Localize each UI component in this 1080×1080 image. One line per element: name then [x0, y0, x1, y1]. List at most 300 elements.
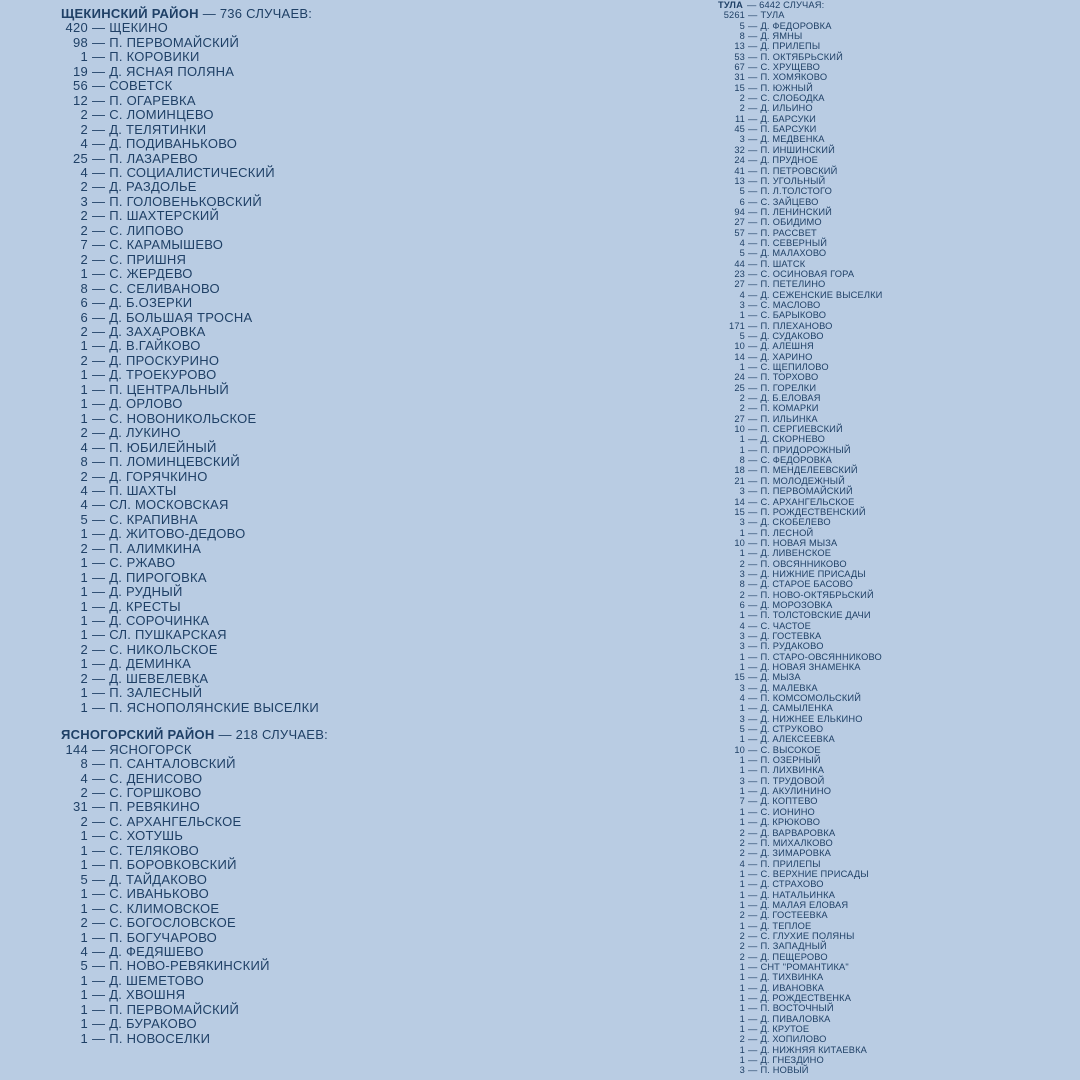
dash-separator: —	[92, 1016, 106, 1032]
dash-separator: —	[748, 930, 758, 941]
dash-separator: —	[748, 351, 758, 362]
settlement-name: П. ИНШИНСКИЙ	[760, 144, 835, 155]
dash-separator: —	[748, 258, 758, 269]
dash-separator: —	[748, 103, 758, 114]
dash-separator: —	[92, 987, 106, 1003]
dash-separator: —	[748, 558, 758, 569]
settlement-count: 3	[739, 568, 745, 579]
settlement-name: Д. РУДНЫЙ	[109, 584, 183, 600]
dash-separator: —	[748, 217, 758, 228]
dash-separator: —	[748, 879, 758, 890]
column-tula	[718, 0, 882, 1076]
settlement-row	[718, 455, 882, 465]
dash-separator: —	[748, 651, 758, 662]
settlement-row	[718, 476, 882, 486]
settlement-name: Д. СКОРНЕВО	[760, 434, 826, 445]
settlement-count: 2	[80, 179, 88, 195]
settlement-count: 2	[80, 323, 88, 339]
dash-separator: —	[748, 672, 758, 683]
settlement-name: Д. КРЕСТЫ	[109, 598, 181, 614]
settlement-row	[718, 134, 882, 144]
settlement-row	[61, 1032, 328, 1046]
settlement-count: 1	[739, 972, 745, 983]
dash-separator: —	[92, 208, 106, 224]
settlement-row	[718, 259, 882, 269]
dash-separator: —	[748, 982, 758, 993]
dash-separator: —	[748, 382, 758, 393]
settlement-name: П. СЕРГИЕВСКИЙ	[760, 424, 843, 435]
dash-separator: —	[92, 929, 106, 945]
settlement-count: 27	[734, 413, 745, 424]
settlement-row	[718, 124, 882, 134]
settlement-count: 1	[80, 396, 88, 412]
settlement-name: Д. СОРОЧИНКА	[109, 613, 210, 629]
settlement-name: Д. Б.ЕЛОВАЯ	[760, 393, 821, 404]
settlement-count: 1	[80, 1030, 88, 1046]
settlement-count: 8	[739, 455, 745, 466]
settlement-name: П. ПЕТЕЛИНО	[760, 279, 826, 290]
dash-separator: —	[748, 320, 758, 331]
settlement-count: 1	[739, 527, 745, 538]
dash-separator: —	[748, 868, 758, 879]
settlement-count: 2	[80, 785, 88, 801]
settlement-row	[718, 279, 882, 289]
settlement-name: Д. ГОСТЕЕВКА	[760, 910, 828, 921]
settlement-name: Д. ШЕМЕТОВО	[109, 972, 204, 988]
settlement-name: П. ИЛЬИНКА	[760, 413, 818, 424]
settlement-name: П. ОКТЯБРЬСКИЙ	[760, 51, 843, 62]
settlement-row	[718, 166, 882, 176]
dash-separator: —	[748, 72, 758, 83]
settlement-name: С. ИОНИНО	[760, 806, 815, 817]
dash-separator: —	[92, 584, 106, 600]
settlement-row	[718, 434, 882, 444]
settlement-row	[718, 383, 882, 393]
settlement-count: 4	[739, 237, 745, 248]
dash-separator: —	[92, 915, 106, 931]
settlement-row	[718, 83, 882, 93]
settlement-count: 1	[80, 49, 88, 65]
settlement-row	[61, 701, 328, 715]
settlement-count: 5	[739, 724, 745, 735]
settlement-count: 1	[739, 662, 745, 672]
dash-separator: —	[92, 670, 106, 686]
settlement-count: 1	[739, 1013, 745, 1024]
settlement-name: Д. ФЕДОРОВКА	[760, 20, 832, 31]
settlement-count: 2	[739, 558, 745, 569]
dash-separator: —	[748, 475, 758, 486]
settlement-count: 8	[739, 31, 745, 42]
dash-separator: —	[92, 497, 106, 513]
dash-separator: —	[748, 951, 758, 962]
settlement-count: 4	[80, 770, 88, 786]
dash-separator: —	[748, 817, 758, 828]
settlement-name: Д. ГНЕЗДИНО	[760, 1055, 824, 1066]
settlement-name: Д. НИЖНИЕ ПРИСАДЫ	[760, 568, 866, 579]
settlement-count: 2	[80, 468, 88, 484]
settlement-name: Д. САМЫЛЕНКА	[760, 703, 834, 714]
dash-separator: —	[92, 482, 106, 498]
settlement-name: П. ТРУДОВОЙ	[760, 775, 825, 786]
dash-separator: —	[92, 20, 106, 36]
settlement-row	[718, 310, 882, 320]
settlement-name: С. ЗАЙЦЕВО	[760, 196, 819, 207]
settlement-name: П. ВОСТОЧНЫЙ	[760, 1003, 834, 1014]
dash-separator: —	[748, 599, 758, 610]
dash-separator: —	[748, 641, 758, 652]
settlement-name: П. ПЛЕХАНОВО	[760, 320, 833, 331]
dash-separator: —	[92, 49, 106, 65]
settlement-name: Д. ЛУКИНО	[109, 425, 181, 441]
settlement-row	[718, 238, 882, 248]
settlement-count: 5	[80, 958, 88, 974]
dash-separator: —	[748, 1003, 758, 1014]
dash-separator: —	[748, 413, 758, 424]
settlement-count: 1	[80, 857, 88, 873]
settlement-row	[718, 931, 882, 941]
dash-separator: —	[748, 620, 758, 631]
settlement-name: Д. НИЖНЯЯ КИТАЕВКА	[760, 1044, 868, 1055]
dash-separator: —	[748, 744, 758, 755]
settlement-row	[61, 180, 328, 194]
settlement-count: 1	[80, 929, 88, 945]
dash-separator: —	[748, 227, 758, 238]
settlement-name: Д. ПИРОГОВКА	[109, 569, 207, 585]
settlement-row	[61, 902, 328, 916]
settlement-row	[718, 683, 882, 693]
settlement-row	[718, 1014, 882, 1024]
settlement-row	[61, 296, 328, 310]
settlement-name: С. ТЕЛЯКОВО	[109, 842, 200, 858]
settlement-row	[61, 786, 328, 800]
dash-separator: —	[748, 610, 758, 621]
settlement-row	[61, 397, 328, 411]
settlement-row	[61, 757, 328, 771]
dash-separator: —	[92, 309, 106, 325]
dash-separator: —	[92, 685, 106, 701]
settlement-count: 2	[80, 222, 88, 238]
settlement-name: Д. КРУТОЕ	[760, 1024, 810, 1035]
settlement-row	[61, 137, 328, 151]
dash-separator: —	[748, 20, 758, 31]
settlement-row	[718, 952, 882, 962]
settlement-name: С. ВЕРХНИЕ ПРИСАДЫ	[760, 868, 869, 879]
dash-separator: —	[748, 682, 758, 693]
district-section	[61, 728, 328, 1046]
settlement-name: П. ОВСЯННИКОВО	[760, 558, 847, 569]
district-case-count: — 218 СЛУЧАЕВ:	[218, 727, 328, 743]
settlement-name: Д. ПРУДНОЕ	[760, 155, 819, 166]
settlement-count: 1	[80, 1001, 88, 1017]
settlement-row	[718, 848, 882, 858]
settlement-count: 4	[80, 497, 88, 513]
settlement-name: Д. ЯМНЫ	[760, 31, 803, 42]
dash-separator: —	[748, 858, 758, 869]
settlement-count: 2	[739, 930, 745, 941]
settlement-row	[61, 657, 328, 671]
settlement-name: С. ЖЕРДЕВО	[109, 266, 193, 282]
dash-separator: —	[92, 540, 106, 556]
settlement-count: 1	[739, 786, 745, 797]
settlement-count: 2	[80, 121, 88, 137]
settlement-name: Д. ОРЛОВО	[109, 396, 183, 412]
settlement-row	[718, 507, 882, 517]
settlement-name: Д. ХВОШНЯ	[109, 987, 186, 1003]
dash-separator: —	[92, 107, 106, 123]
dash-separator: —	[92, 1001, 106, 1017]
settlement-name: П. ПРИДОРОЖНЫЙ	[760, 444, 851, 455]
settlement-count: 2	[739, 827, 745, 838]
settlement-name: П. МИХАЛКОВО	[760, 837, 833, 848]
settlement-name: С. ВЫСОКОЕ	[760, 744, 821, 755]
settlement-row	[61, 36, 328, 50]
settlement-row	[718, 72, 882, 82]
settlement-row	[718, 910, 882, 920]
settlement-name: С. БАРЫКОВО	[760, 310, 827, 321]
dash-separator: —	[92, 193, 106, 209]
settlement-row	[61, 527, 328, 541]
settlement-row	[718, 693, 882, 703]
settlement-count: 32	[734, 144, 745, 155]
dash-separator: —	[748, 786, 758, 797]
settlement-count: 25	[73, 150, 88, 166]
settlement-row	[718, 796, 882, 806]
settlement-row	[61, 412, 328, 426]
settlement-row	[61, 772, 328, 786]
settlement-count: 1	[739, 310, 745, 321]
settlement-name: П. МЕНДЕЛЕЕВСКИЙ	[760, 465, 858, 476]
dash-separator: —	[748, 362, 758, 373]
settlement-name: С. ХОТУШЬ	[109, 828, 184, 844]
settlement-name: П. Л.ТОЛСТОГО	[760, 186, 833, 197]
dash-separator: —	[748, 693, 758, 704]
settlement-row	[61, 988, 328, 1002]
settlement-count: 15	[734, 82, 745, 93]
settlement-name: С. ДЕНИСОВО	[109, 770, 203, 786]
settlement-row	[718, 517, 882, 527]
settlement-row	[718, 103, 882, 113]
dash-separator: —	[92, 454, 106, 470]
settlement-count: 4	[80, 439, 88, 455]
settlement-count: 5	[80, 871, 88, 887]
settlement-count: 4	[80, 482, 88, 498]
settlement-name: С. НОВОНИКОЛЬСКОЕ	[109, 410, 257, 426]
settlement-row	[718, 1034, 882, 1044]
settlement-row	[61, 484, 328, 498]
settlement-row	[61, 815, 328, 829]
settlement-count: 2	[80, 813, 88, 829]
dash-separator: —	[748, 113, 758, 124]
settlement-name: Д. БОЛЬШАЯ ТРОСНА	[109, 309, 253, 325]
settlement-name: Д. ТИХВИНКА	[760, 972, 824, 983]
dash-separator: —	[748, 527, 758, 538]
dash-separator: —	[748, 372, 758, 383]
dash-separator: —	[748, 31, 758, 42]
settlement-name: П. ЗАПАДНЫЙ	[760, 941, 827, 952]
dash-separator: —	[92, 34, 106, 50]
dash-separator: —	[748, 837, 758, 848]
settlement-count: 2	[739, 848, 745, 859]
settlement-name: П. ПЕРВОМАЙСКИЙ	[109, 1001, 240, 1017]
settlement-name: П. ЯСНОПОЛЯНСКИЕ ВЫСЕЛКИ	[109, 699, 319, 715]
settlement-row	[61, 441, 328, 455]
settlement-row	[61, 686, 328, 700]
settlement-name: Д. ГОСТЕВКА	[760, 630, 822, 641]
dash-separator: —	[92, 886, 106, 902]
dash-separator: —	[92, 150, 106, 166]
dash-separator: —	[748, 82, 758, 93]
dash-separator: —	[748, 496, 758, 507]
settlement-count: 2	[80, 251, 88, 267]
settlement-row	[718, 765, 882, 775]
settlement-name: С. КЛИМОВСКОЕ	[109, 900, 220, 916]
settlement-count: 25	[734, 382, 745, 393]
settlement-name: С. ФЕДОРОВКА	[760, 455, 832, 466]
settlement-count: 11	[735, 113, 745, 124]
dash-separator: —	[748, 972, 758, 983]
dash-separator: —	[748, 155, 758, 166]
settlement-row	[61, 94, 328, 108]
settlement-row	[718, 21, 882, 31]
dash-separator: —	[748, 920, 758, 931]
settlement-count: 2	[80, 425, 88, 441]
dash-separator: —	[92, 396, 106, 412]
settlement-name: Д. МЫЗА	[760, 672, 801, 683]
settlement-row	[718, 672, 882, 682]
settlement-row	[61, 585, 328, 599]
settlement-count: 10	[734, 744, 745, 755]
settlement-count: 1	[80, 987, 88, 1003]
dash-separator: —	[748, 444, 758, 455]
settlement-name: П. КОМСОМОЛЬСКИЙ	[760, 693, 862, 704]
settlement-name: П. КОМАРКИ	[760, 403, 819, 414]
settlement-name: П. ТОЛСТОВСКИЕ ДАЧИ	[760, 610, 871, 621]
settlement-name: С. ЛОМИНЦЕВО	[109, 107, 214, 123]
settlement-row	[61, 224, 328, 238]
settlement-row	[61, 282, 328, 296]
settlement-name: ТУЛА	[760, 10, 785, 21]
settlement-name: С. СЛОБОДКА	[760, 93, 825, 104]
dash-separator: —	[92, 92, 106, 108]
settlement-name: Д. ШЕВЕЛЕВКА	[109, 670, 209, 686]
settlement-row	[61, 65, 328, 79]
settlement-count: 3	[739, 134, 745, 145]
settlement-row	[718, 600, 882, 610]
settlement-name: С. РЖАВО	[109, 555, 176, 571]
settlement-count: 1	[739, 1044, 745, 1055]
settlement-count: 2	[739, 837, 745, 848]
settlement-count: 8	[80, 454, 88, 470]
dash-separator: —	[92, 78, 106, 94]
settlement-count: 1	[80, 842, 88, 858]
settlement-name: П. БОГУЧАРОВО	[109, 929, 218, 945]
settlement-row	[718, 859, 882, 869]
settlement-name: Д. НОВАЯ ЗНАМЕНКА	[760, 662, 861, 672]
settlement-row	[61, 858, 328, 872]
dash-separator: —	[748, 62, 758, 73]
dash-separator: —	[92, 179, 106, 195]
settlement-name: П. ГОЛОВЕНЬКОВСКИЙ	[109, 193, 262, 209]
settlement-name: П. НОВАЯ МЫЗА	[760, 537, 838, 548]
settlement-count: 2	[80, 540, 88, 556]
settlement-count: 18	[734, 465, 745, 476]
settlement-count: 1	[80, 886, 88, 902]
settlement-count: 13	[734, 41, 745, 52]
settlement-count: 56	[73, 78, 88, 94]
settlement-name: ЯСНОГОРСК	[109, 741, 192, 757]
settlement-row	[718, 941, 882, 951]
dash-separator: —	[748, 486, 758, 497]
settlement-count: 2	[80, 915, 88, 931]
dash-separator: —	[748, 10, 758, 21]
settlement-row	[61, 743, 328, 757]
dash-separator: —	[92, 1030, 106, 1046]
settlement-name: П. БОРОВКОВСКИЙ	[109, 857, 237, 873]
settlement-count: 14	[734, 351, 745, 362]
settlement-count: 1	[80, 598, 88, 614]
settlement-row	[718, 1065, 882, 1075]
settlement-row	[718, 1024, 882, 1034]
settlement-name: Д. РАЗДОЛЬЕ	[109, 179, 197, 195]
settlement-count: 2	[739, 93, 745, 104]
settlement-name: П. ПЕРВОМАЙСКИЙ	[760, 486, 853, 497]
settlement-row	[61, 455, 328, 469]
settlement-count: 420	[65, 20, 88, 36]
dash-separator: —	[748, 1065, 758, 1076]
dash-separator: —	[92, 381, 106, 397]
settlement-row	[718, 207, 882, 217]
dash-separator: —	[92, 410, 106, 426]
settlement-name: Д. ТРОЕКУРОВО	[109, 367, 217, 383]
settlement-count: 1	[739, 817, 745, 828]
settlement-count: 7	[80, 237, 88, 253]
settlement-name: Д. АЛЕКСЕЕВКА	[760, 734, 835, 745]
settlement-row	[718, 579, 882, 589]
settlement-name: Д. ПИВАЛОВКА	[760, 1013, 831, 1024]
settlement-count: 67	[734, 62, 745, 73]
settlement-count: 1	[739, 889, 745, 900]
settlement-count: 12	[73, 92, 88, 108]
settlement-row	[718, 776, 882, 786]
column-districts	[61, 7, 328, 1046]
settlement-row	[718, 52, 882, 62]
settlement-row	[61, 542, 328, 556]
settlement-row	[61, 79, 328, 93]
settlement-row	[718, 755, 882, 765]
settlement-count: 4	[80, 944, 88, 959]
settlement-name: С. МАСЛОВО	[760, 299, 821, 310]
settlement-count: 45	[734, 124, 745, 135]
settlement-name: П. ОЗЕРНЫЙ	[760, 755, 821, 766]
settlement-count: 1	[80, 410, 88, 426]
settlement-row	[718, 538, 882, 548]
dash-separator: —	[748, 537, 758, 548]
settlement-row	[718, 228, 882, 238]
dash-separator: —	[748, 268, 758, 279]
settlement-count: 94	[734, 206, 745, 217]
settlement-row	[718, 445, 882, 455]
settlement-name: С. ЧАСТОЕ	[760, 620, 811, 631]
settlement-name: П. РУДАКОВО	[760, 641, 824, 652]
settlement-row	[718, 321, 882, 331]
dash-separator: —	[92, 699, 106, 715]
settlement-name: Д. СТАРОЕ БАСОВО	[760, 579, 854, 590]
settlement-name: П. КОРОВИКИ	[109, 49, 200, 65]
settlement-row	[718, 703, 882, 713]
settlement-name: Д. МОРОЗОВКА	[760, 599, 833, 610]
settlement-row	[61, 50, 328, 64]
settlement-count: 6	[739, 599, 745, 610]
